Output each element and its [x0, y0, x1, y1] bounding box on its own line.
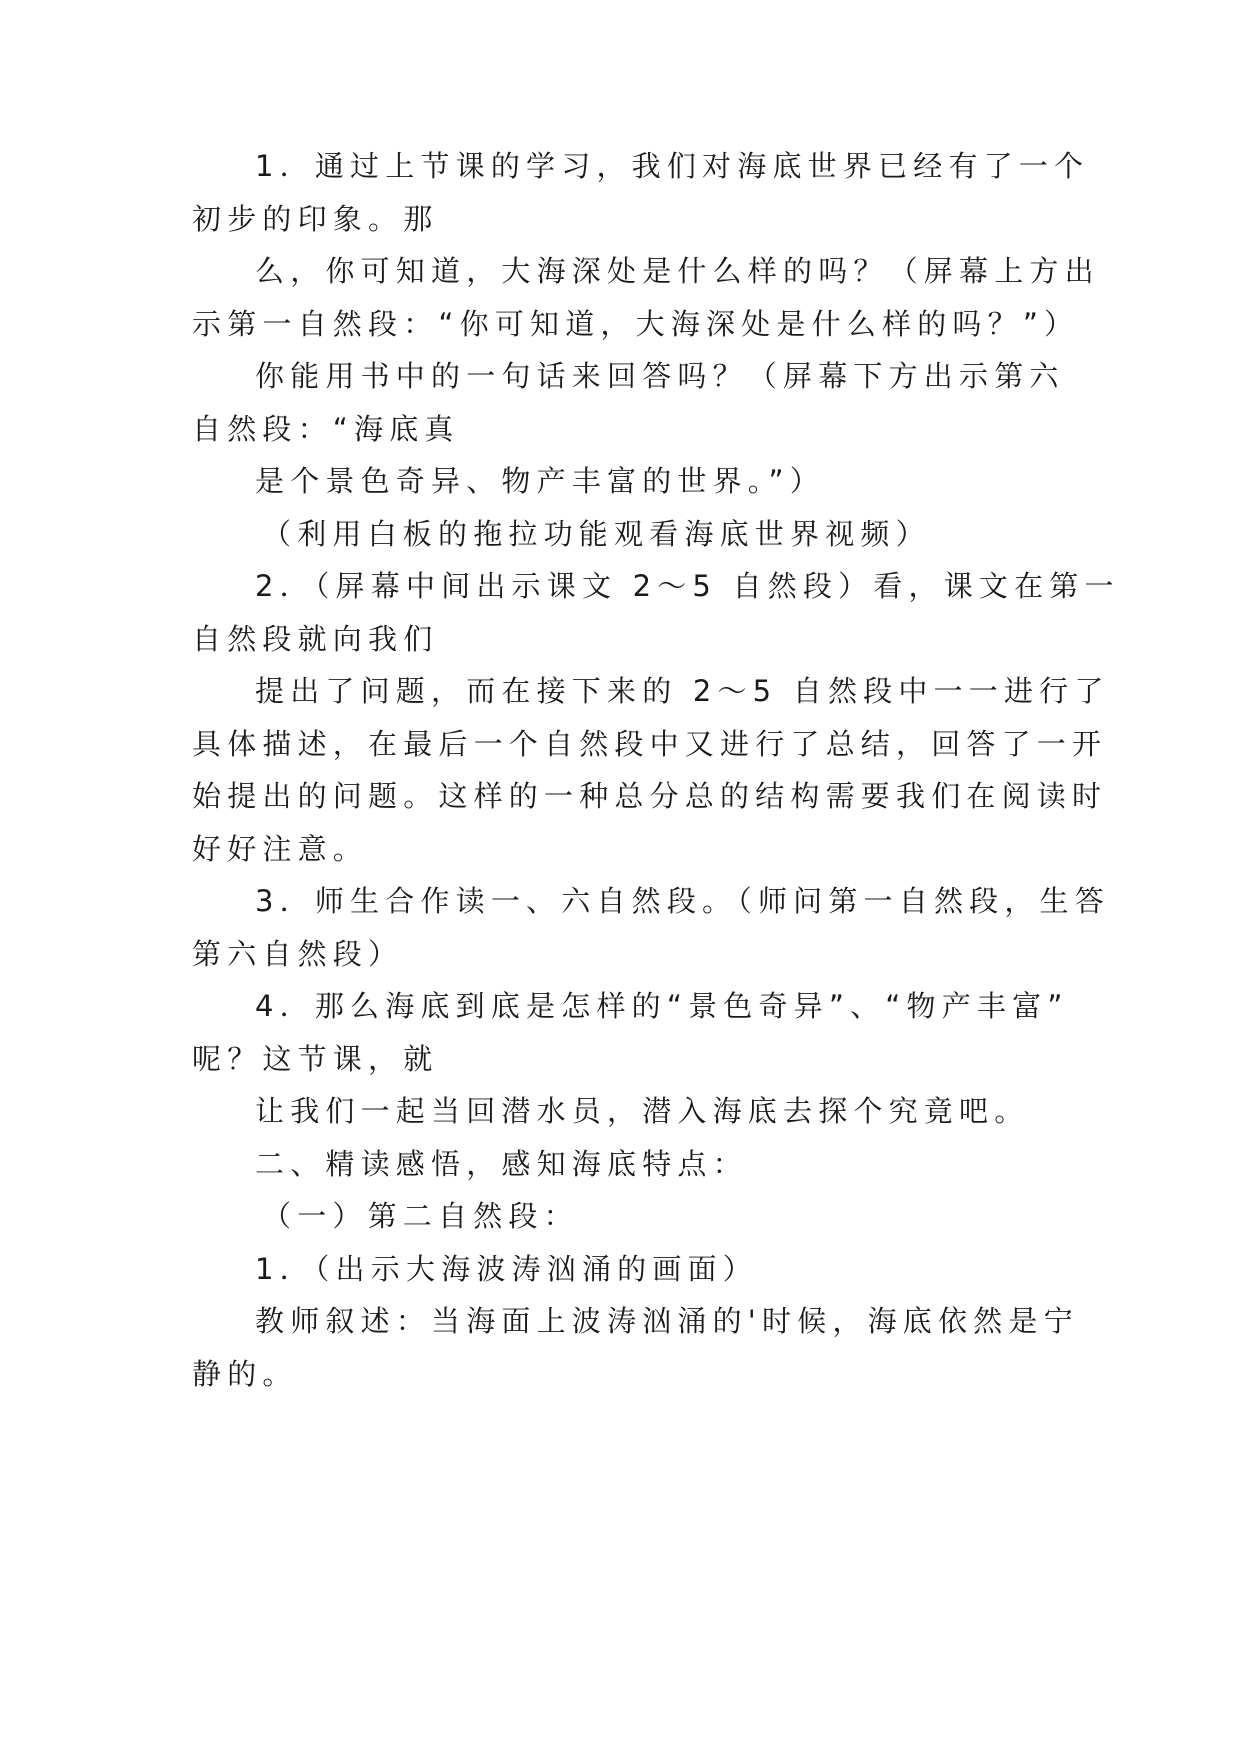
- paragraph-line: 具体描述，在最后一个自然段中又进行了总结，回答了一开: [192, 727, 1108, 761]
- paragraph-line: 初步的印象。那: [192, 202, 439, 236]
- paragraph-line: 1．（出示大海波涛汹涌的画面）: [255, 1252, 758, 1286]
- paragraph-line: 么，你可知道，大海深处是什么样的吗？（屏幕上方出: [255, 254, 1100, 288]
- paragraph-line: 提出了问题，而在接下来的 2～5 自然段中一一进行了: [255, 674, 1110, 708]
- paragraph-line: 自然段：“海底真: [192, 412, 460, 446]
- paragraph-line: 静的。: [192, 1357, 298, 1391]
- paragraph-line: （利用白板的拖拉功能观看海底世界视频）: [262, 517, 931, 551]
- subsection-heading: （一）第二自然段：: [262, 1199, 579, 1233]
- paragraph-line: 自然段就向我们: [192, 622, 439, 656]
- section-heading: 二、精读感悟，感知海底特点：: [255, 1147, 748, 1181]
- paragraph-line: 4．那么海底到底是怎样的“景色奇异”、“物产丰富”: [255, 989, 1069, 1023]
- paragraph-line: 你能用书中的一句话来回答吗？（屏幕下方出示第六: [255, 359, 1065, 393]
- paragraph-line: 始提出的问题。这样的一种总分总的结构需要我们在阅读时: [192, 779, 1108, 813]
- paragraph-line: 好好注意。: [192, 832, 369, 866]
- paragraph-line: 教师叙述：当海面上波涛汹涌的'时候，海底依然是宁: [255, 1304, 1079, 1338]
- paragraph-line: 示第一自然段：“你可知道，大海深处是什么样的吗？”）: [192, 307, 1080, 341]
- paragraph-line: 是个景色奇异、物产丰富的世界。”）: [255, 464, 825, 498]
- paragraph-line: 第六自然段）: [192, 937, 404, 971]
- paragraph-line: 呢？这节课，就: [192, 1042, 439, 1076]
- paragraph-line: 让我们一起当回潜水员，潜入海底去探个究竟吧。: [255, 1094, 1030, 1128]
- paragraph-line: 3．师生合作读一、六自然段。（师问第一自然段，生答: [255, 884, 1110, 918]
- paragraph-line: 1．通过上节课的学习，我们对海底世界已经有了一个: [255, 149, 1090, 183]
- paragraph-line: 2．（屏幕中间出示课文 2～5 自然段）看，课文在第一: [255, 569, 1120, 603]
